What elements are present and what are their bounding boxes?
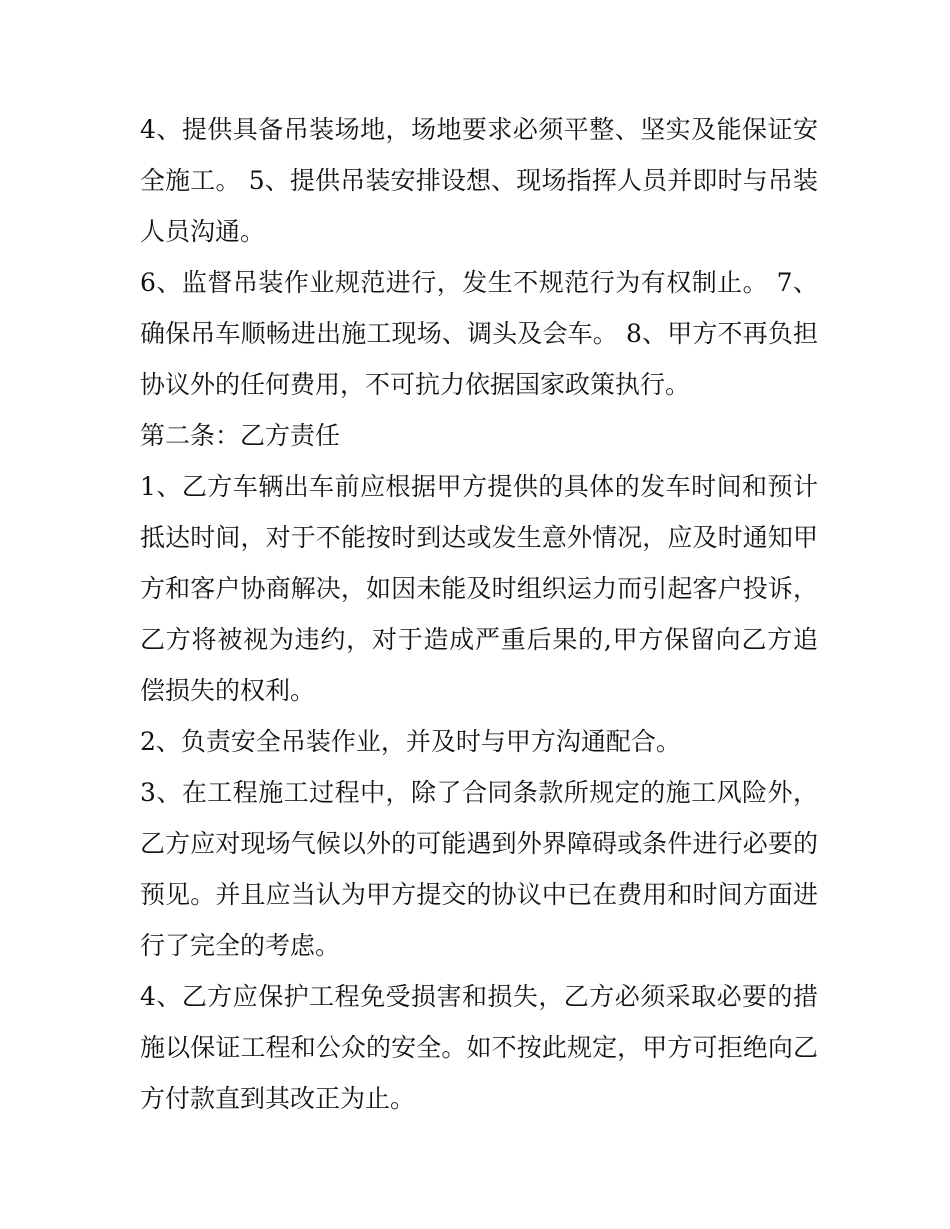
document-body [140, 104, 818, 1124]
section-heading-article-2: 第二条：乙方责任 [140, 421, 341, 450]
paragraph-contractor-duty-3: 3、在工程施工过程中，除了合同条款所规定的施工风险外，乙方应对现场气候以外的可能遇到外界障碍或条件进行必要的预见。并且应当认为甲方提交的协议中已在费用和时间方面进行了完全的考虑。 [140, 778, 818, 960]
paragraph-owner-duties-6-8: 6、监督吊装作业规范进行，发生不规范行为有权制止。 7、确保吊车顺畅进出施工现场、调头及会车。 8、甲方不再负担协议外的任何费用，不可抗力依据国家政策执行。 [140, 268, 818, 399]
paragraph-owner-duties-4-5: 4、提供具备吊装场地，场地要求必须平整、坚实及能保证安全施工。 5、提供吊装安排设想、现场指挥人员并即时与吊装人员沟通。 [140, 115, 818, 246]
paragraph-contractor-duty-1: 1、乙方车辆出车前应根据甲方提供的具体的发车时间和预计抵达时间，对于不能按时到达或发生意外情况，应及时通知甲方和客户协商解决，如因未能及时组织运力而引起客户投诉，乙方将被视为违约，对于造成严重后果的,甲方保留向乙方追偿损失的权利。 [140, 472, 818, 705]
paragraph-contractor-duty-4: 4、乙方应保护工程免受损害和损失，乙方必须采取必要的措施以保证工程和公众的安全。如不按此规定，甲方可拒绝向乙方付款直到其改正为止。 [140, 982, 818, 1113]
paragraph-contractor-duty-2: 2、负责安全吊装作业，并及时与甲方沟通配合。 [140, 727, 681, 756]
